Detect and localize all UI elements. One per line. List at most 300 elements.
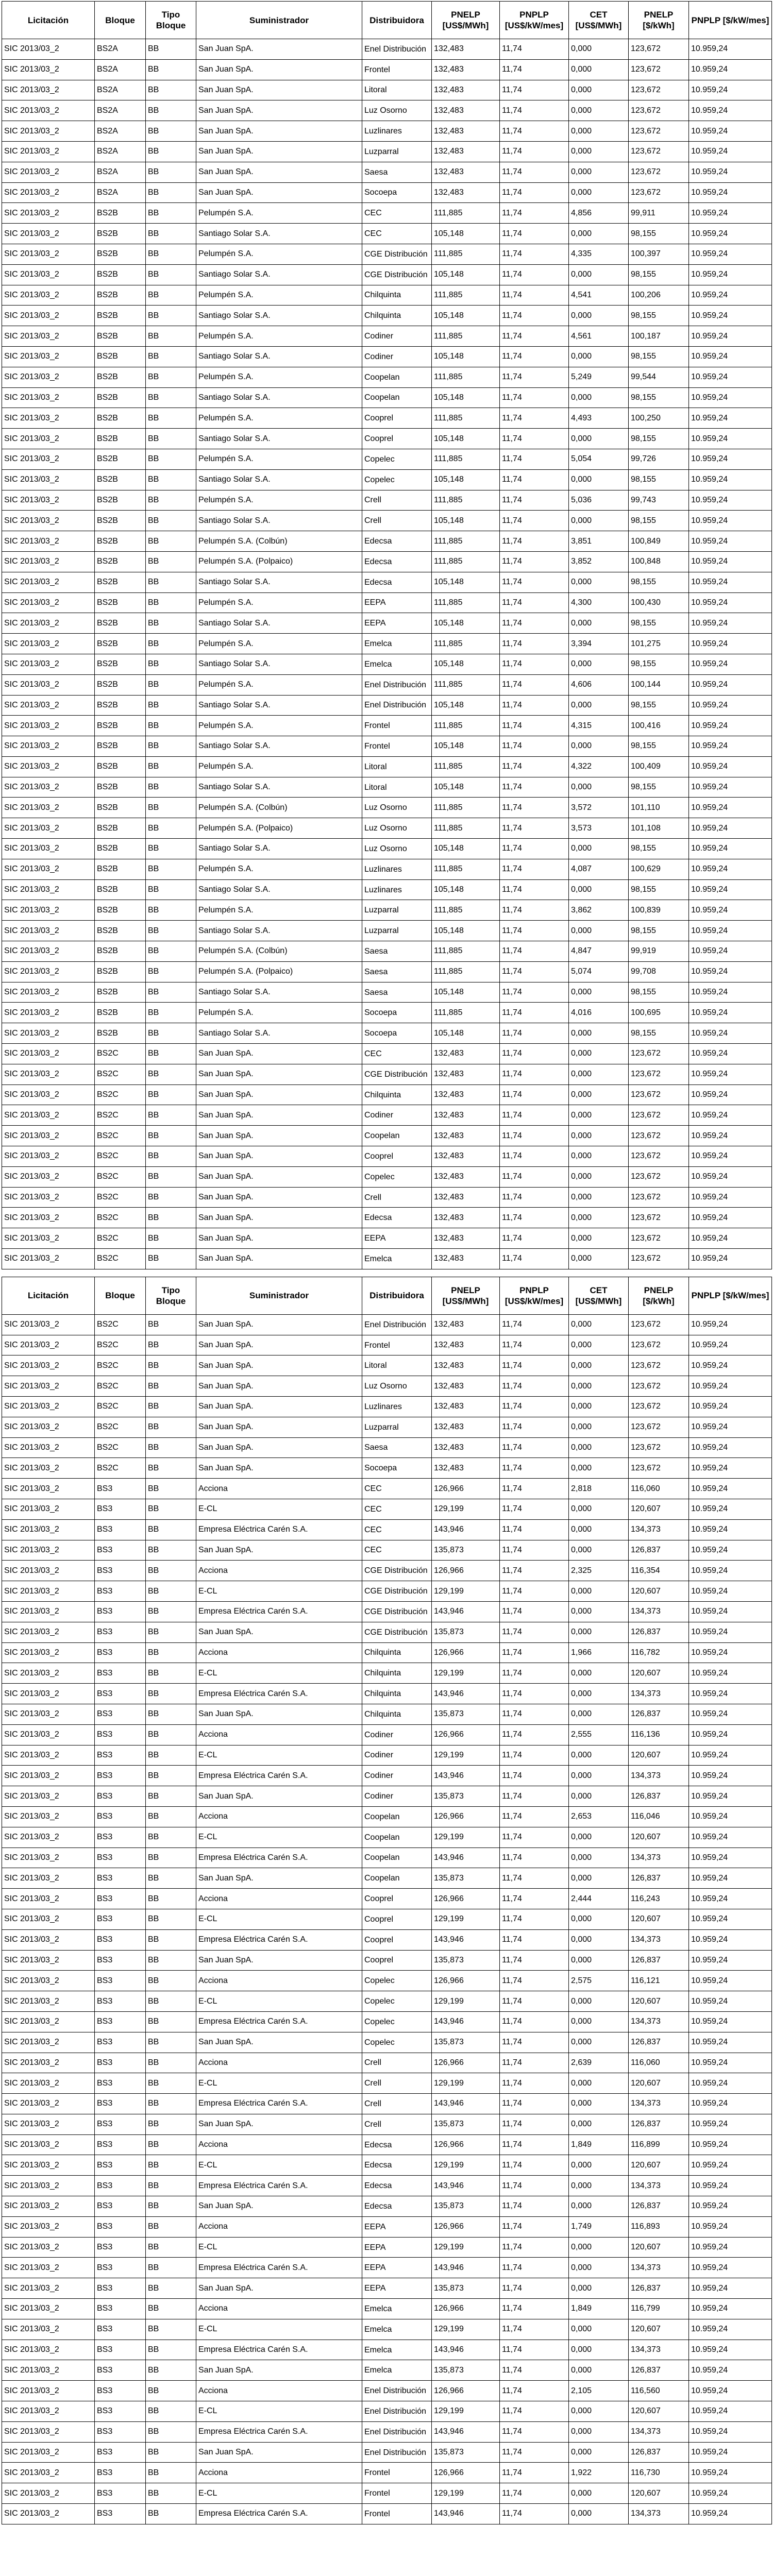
cell-pnplp-clp: 10.959,24 xyxy=(689,285,772,306)
cell-cet: 0,000 xyxy=(569,1208,629,1228)
cell-pnelp-usd: 105,148 xyxy=(432,777,500,798)
cell-distribuidora: Luz Osorno xyxy=(362,100,432,121)
cell-pnplp-clp: 10.959,24 xyxy=(689,100,772,121)
cell-distribuidora: Enel Distribución xyxy=(362,2401,432,2422)
cell-pnplp-usd: 11,74 xyxy=(500,1458,569,1479)
cell-bloque: BS3 xyxy=(95,1704,146,1724)
cell-bloque: BS3 xyxy=(95,1806,146,1827)
cell-pnelp-usd: 132,483 xyxy=(432,1397,500,1417)
cell-distribuidora: Coopelan xyxy=(362,387,432,408)
cell-distribuidora: Copelec xyxy=(362,1166,432,1187)
cell-bloque: BS2B xyxy=(95,551,146,572)
cell-suministrador: San Juan SpA. xyxy=(196,1786,362,1807)
cell-distribuidora: CEC xyxy=(362,1499,432,1519)
cell-bloque: BS3 xyxy=(95,1684,146,1704)
cell-licitacion: SIC 2013/03_2 xyxy=(2,1376,95,1397)
cell-pnplp-usd: 11,74 xyxy=(500,1249,569,1269)
cell-pnplp-clp: 10.959,24 xyxy=(689,80,772,100)
cell-pnelp-usd: 129,199 xyxy=(432,1827,500,1848)
cell-cet: 0,000 xyxy=(569,613,629,634)
cell-licitacion: SIC 2013/03_2 xyxy=(2,777,95,798)
cell-licitacion: SIC 2013/03_2 xyxy=(2,2114,95,2134)
cell-bloque: BS2C xyxy=(95,1166,146,1187)
cell-distribuidora: Emelca xyxy=(362,634,432,654)
cell-tipo-bloque: BB xyxy=(146,900,196,921)
cell-pnplp-clp: 10.959,24 xyxy=(689,839,772,859)
cell-licitacion: SIC 2013/03_2 xyxy=(2,756,95,777)
cell-distribuidora: Saesa xyxy=(362,982,432,1003)
cell-bloque: BS2B xyxy=(95,429,146,449)
cell-tipo-bloque: BB xyxy=(146,818,196,839)
cell-pnplp-usd: 11,74 xyxy=(500,634,569,654)
cell-bloque: BS2B xyxy=(95,244,146,264)
cell-pnelp-usd: 132,483 xyxy=(432,1249,500,1269)
cell-pnelp-clp: 120,607 xyxy=(629,2483,689,2504)
table-row xyxy=(2,900,772,921)
cell-licitacion: SIC 2013/03_2 xyxy=(2,1166,95,1187)
cell-cet: 0,000 xyxy=(569,982,629,1003)
cell-distribuidora: Saesa xyxy=(362,1437,432,1458)
table-row xyxy=(2,1397,772,1417)
cell-pnplp-usd: 11,74 xyxy=(500,1724,569,1745)
cell-distribuidora: CGE Distribución xyxy=(362,1064,432,1084)
cell-suministrador: Empresa Eléctrica Carén S.A. xyxy=(196,1684,362,1704)
cell-bloque: BS3 xyxy=(95,2196,146,2217)
cell-pnelp-clp: 120,607 xyxy=(629,1745,689,1766)
cell-bloque: BS3 xyxy=(95,1561,146,1581)
cell-licitacion: SIC 2013/03_2 xyxy=(2,1684,95,1704)
cell-distribuidora: Emelca xyxy=(362,2319,432,2340)
cell-pnplp-clp: 10.959,24 xyxy=(689,1786,772,1807)
cell-licitacion: SIC 2013/03_2 xyxy=(2,1848,95,1868)
cell-pnplp-clp: 10.959,24 xyxy=(689,387,772,408)
table-row xyxy=(2,1971,772,1991)
cell-bloque: BS2C xyxy=(95,1126,146,1146)
cell-pnelp-usd: 132,483 xyxy=(432,1335,500,1355)
cell-tipo-bloque: BB xyxy=(146,2360,196,2381)
cell-suministrador: Santiago Solar S.A. xyxy=(196,264,362,285)
cell-tipo-bloque: BB xyxy=(146,961,196,982)
table-row xyxy=(2,121,772,142)
cell-pnelp-usd: 143,946 xyxy=(432,2011,500,2032)
cell-cet: 0,000 xyxy=(569,1064,629,1084)
table-row xyxy=(2,798,772,818)
cell-bloque: BS2B xyxy=(95,634,146,654)
cell-cet: 2,818 xyxy=(569,1479,629,1499)
table-row xyxy=(2,1023,772,1044)
cell-cet: 0,000 xyxy=(569,1601,629,1622)
cell-tipo-bloque: BB xyxy=(146,1601,196,1622)
cell-licitacion: SIC 2013/03_2 xyxy=(2,306,95,326)
cell-pnelp-clp: 98,155 xyxy=(629,654,689,674)
cell-pnelp-clp: 123,672 xyxy=(629,1105,689,1126)
cell-licitacion: SIC 2013/03_2 xyxy=(2,1766,95,1786)
cell-pnplp-clp: 10.959,24 xyxy=(689,2114,772,2134)
cell-distribuidora: Litoral xyxy=(362,756,432,777)
cell-licitacion: SIC 2013/03_2 xyxy=(2,1064,95,1084)
cell-distribuidora: Copelec xyxy=(362,469,432,490)
cell-pnelp-clp: 116,243 xyxy=(629,1889,689,1909)
cell-cet: 0,000 xyxy=(569,2073,629,2094)
cell-pnplp-clp: 10.959,24 xyxy=(689,961,772,982)
cell-pnelp-clp: 134,373 xyxy=(629,2421,689,2442)
cell-distribuidora: Crell xyxy=(362,511,432,531)
cell-tipo-bloque: BB xyxy=(146,1663,196,1684)
cell-distribuidora: Coopelan xyxy=(362,1806,432,1827)
cell-pnelp-usd: 105,148 xyxy=(432,654,500,674)
cell-pnelp-usd: 132,483 xyxy=(432,1084,500,1105)
cell-tipo-bloque: BB xyxy=(146,2216,196,2237)
cell-distribuidora: Copelec xyxy=(362,449,432,469)
cell-suministrador: Acciona xyxy=(196,1889,362,1909)
cell-distribuidora: Socoepa xyxy=(362,1003,432,1023)
table-row xyxy=(2,1848,772,1868)
cell-suministrador: San Juan SpA. xyxy=(196,1458,362,1479)
cell-cet: 3,862 xyxy=(569,900,629,921)
header-pnelp-clp: PNELP [$/kWh] xyxy=(629,2,689,39)
cell-suministrador: San Juan SpA. xyxy=(196,1622,362,1642)
cell-suministrador: San Juan SpA. xyxy=(196,1249,362,1269)
cell-suministrador: Empresa Eléctrica Carén S.A. xyxy=(196,2176,362,2196)
cell-bloque: BS2A xyxy=(95,39,146,60)
cell-bloque: BS2B xyxy=(95,572,146,592)
cell-pnplp-usd: 11,74 xyxy=(500,1806,569,1827)
cell-suministrador: Pelumpén S.A. xyxy=(196,900,362,921)
cell-licitacion: SIC 2013/03_2 xyxy=(2,244,95,264)
cell-distribuidora: CEC xyxy=(362,1519,432,1540)
cell-distribuidora: Luz Osorno xyxy=(362,839,432,859)
cell-pnelp-clp: 126,837 xyxy=(629,1950,689,1971)
cell-pnelp-usd: 132,483 xyxy=(432,1417,500,1437)
cell-cet: 0,000 xyxy=(569,346,629,367)
cell-pnelp-usd: 105,148 xyxy=(432,736,500,757)
cell-tipo-bloque: BB xyxy=(146,1519,196,1540)
cell-pnplp-clp: 10.959,24 xyxy=(689,2134,772,2155)
cell-pnelp-clp: 99,919 xyxy=(629,941,689,962)
cell-bloque: BS2C xyxy=(95,1376,146,1397)
cell-tipo-bloque: BB xyxy=(146,777,196,798)
cell-suministrador: Acciona xyxy=(196,1479,362,1499)
cell-pnplp-usd: 11,74 xyxy=(500,469,569,490)
cell-pnelp-usd: 105,148 xyxy=(432,695,500,716)
cell-tipo-bloque: BB xyxy=(146,2421,196,2442)
cell-pnelp-usd: 135,873 xyxy=(432,2196,500,2217)
cell-licitacion: SIC 2013/03_2 xyxy=(2,1084,95,1105)
cell-suministrador: Santiago Solar S.A. xyxy=(196,654,362,674)
cell-licitacion: SIC 2013/03_2 xyxy=(2,1889,95,1909)
cell-pnelp-usd: 132,483 xyxy=(432,1126,500,1146)
table-row xyxy=(2,1642,772,1663)
cell-cet: 0,000 xyxy=(569,429,629,449)
cell-pnelp-clp: 98,155 xyxy=(629,429,689,449)
cell-cet: 0,000 xyxy=(569,2114,629,2134)
cell-pnplp-usd: 11,74 xyxy=(500,1786,569,1807)
cell-tipo-bloque: BB xyxy=(146,2114,196,2134)
cell-suministrador: Acciona xyxy=(196,1971,362,1991)
cell-tipo-bloque: BB xyxy=(146,141,196,162)
cell-pnelp-clp: 123,672 xyxy=(629,1376,689,1397)
cell-pnplp-clp: 10.959,24 xyxy=(689,879,772,900)
cell-licitacion: SIC 2013/03_2 xyxy=(2,1704,95,1724)
cell-pnplp-clp: 10.959,24 xyxy=(689,572,772,592)
cell-pnplp-usd: 11,74 xyxy=(500,1581,569,1602)
table-row xyxy=(2,2011,772,2032)
cell-pnelp-clp: 120,607 xyxy=(629,2155,689,2176)
cell-bloque: BS3 xyxy=(95,1601,146,1622)
cell-bloque: BS2B xyxy=(95,941,146,962)
table-row xyxy=(2,1146,772,1167)
cell-cet: 0,000 xyxy=(569,1827,629,1848)
cell-bloque: BS2C xyxy=(95,1105,146,1126)
cell-pnplp-clp: 10.959,24 xyxy=(689,818,772,839)
cell-pnplp-usd: 11,74 xyxy=(500,1601,569,1622)
cell-pnplp-usd: 11,74 xyxy=(500,203,569,224)
cell-pnplp-usd: 11,74 xyxy=(500,2463,569,2483)
table-row xyxy=(2,182,772,203)
cell-distribuidora: Emelca xyxy=(362,1249,432,1269)
cell-pnelp-usd: 105,148 xyxy=(432,613,500,634)
cell-pnplp-clp: 10.959,24 xyxy=(689,1166,772,1187)
cell-tipo-bloque: BB xyxy=(146,511,196,531)
cell-pnelp-usd: 126,966 xyxy=(432,2216,500,2237)
cell-distribuidora: CGE Distribución xyxy=(362,1561,432,1581)
table-row xyxy=(2,674,772,695)
cell-bloque: BS2B xyxy=(95,346,146,367)
cell-distribuidora: EEPA xyxy=(362,2237,432,2258)
cell-pnelp-usd: 111,885 xyxy=(432,244,500,264)
header-cet: CET [US$/MWh] xyxy=(569,2,629,39)
cell-suministrador: Pelumpén S.A. (Polpaico) xyxy=(196,961,362,982)
table-row xyxy=(2,1724,772,1745)
table-row xyxy=(2,80,772,100)
cell-suministrador: Santiago Solar S.A. xyxy=(196,695,362,716)
cell-pnplp-usd: 11,74 xyxy=(500,2073,569,2094)
cell-tipo-bloque: BB xyxy=(146,1991,196,2012)
header-cet: CET [US$/MWh] xyxy=(569,1277,629,1314)
table-row xyxy=(2,695,772,716)
cell-pnplp-clp: 10.959,24 xyxy=(689,982,772,1003)
cell-pnelp-usd: 105,148 xyxy=(432,982,500,1003)
cell-bloque: BS2C xyxy=(95,1314,146,1335)
header-bloque: Bloque xyxy=(95,2,146,39)
cell-bloque: BS3 xyxy=(95,2340,146,2360)
table-row xyxy=(2,59,772,80)
cell-bloque: BS3 xyxy=(95,1971,146,1991)
cell-cet: 4,856 xyxy=(569,203,629,224)
cell-pnplp-usd: 11,74 xyxy=(500,1437,569,1458)
cell-tipo-bloque: BB xyxy=(146,1397,196,1417)
cell-suministrador: San Juan SpA. xyxy=(196,1355,362,1376)
cell-pnelp-usd: 126,966 xyxy=(432,1806,500,1827)
cell-pnelp-clp: 100,416 xyxy=(629,716,689,736)
table-row xyxy=(2,2360,772,2381)
table-row xyxy=(2,2073,772,2094)
cell-pnplp-clp: 10.959,24 xyxy=(689,531,772,552)
cell-pnelp-clp: 98,155 xyxy=(629,777,689,798)
cell-suministrador: San Juan SpA. xyxy=(196,1064,362,1084)
table-row xyxy=(2,2216,772,2237)
cell-pnplp-usd: 11,74 xyxy=(500,531,569,552)
cell-cet: 4,315 xyxy=(569,716,629,736)
cell-bloque: BS2B xyxy=(95,531,146,552)
cell-suministrador: Acciona xyxy=(196,2299,362,2319)
cell-licitacion: SIC 2013/03_2 xyxy=(2,2032,95,2053)
cell-suministrador: Santiago Solar S.A. xyxy=(196,777,362,798)
cell-pnelp-clp: 123,672 xyxy=(629,1084,689,1105)
cell-distribuidora: EEPA xyxy=(362,1228,432,1249)
header-pnelp-usd: PNELP [US$/MWh] xyxy=(432,2,500,39)
cell-pnelp-clp: 120,607 xyxy=(629,1991,689,2012)
cell-licitacion: SIC 2013/03_2 xyxy=(2,1417,95,1437)
cell-suministrador: Empresa Eléctrica Carén S.A. xyxy=(196,1848,362,1868)
cell-cet: 0,000 xyxy=(569,2360,629,2381)
cell-suministrador: E-CL xyxy=(196,2483,362,2504)
cell-pnelp-clp: 134,373 xyxy=(629,1929,689,1950)
table-row xyxy=(2,2176,772,2196)
table-row xyxy=(2,592,772,613)
cell-licitacion: SIC 2013/03_2 xyxy=(2,2053,95,2073)
cell-suministrador: San Juan SpA. xyxy=(196,182,362,203)
cell-bloque: BS2A xyxy=(95,162,146,182)
cell-pnelp-usd: 129,199 xyxy=(432,1581,500,1602)
cell-pnelp-usd: 143,946 xyxy=(432,1601,500,1622)
cell-pnplp-clp: 10.959,24 xyxy=(689,2401,772,2422)
cell-licitacion: SIC 2013/03_2 xyxy=(2,449,95,469)
cell-tipo-bloque: BB xyxy=(146,2340,196,2360)
cell-pnelp-clp: 101,275 xyxy=(629,634,689,654)
cell-licitacion: SIC 2013/03_2 xyxy=(2,121,95,142)
cell-pnelp-usd: 126,966 xyxy=(432,2053,500,2073)
cell-bloque: BS2C xyxy=(95,1417,146,1437)
cell-bloque: BS2B xyxy=(95,695,146,716)
cell-bloque: BS3 xyxy=(95,2421,146,2442)
cell-cet: 2,105 xyxy=(569,2381,629,2401)
cell-cet: 5,054 xyxy=(569,449,629,469)
cell-pnelp-usd: 129,199 xyxy=(432,1991,500,2012)
table-row xyxy=(2,818,772,839)
cell-pnelp-clp: 100,206 xyxy=(629,285,689,306)
cell-licitacion: SIC 2013/03_2 xyxy=(2,59,95,80)
table-row xyxy=(2,346,772,367)
cell-pnelp-clp: 98,155 xyxy=(629,469,689,490)
cell-licitacion: SIC 2013/03_2 xyxy=(2,572,95,592)
cell-pnelp-usd: 111,885 xyxy=(432,203,500,224)
cell-pnplp-usd: 11,74 xyxy=(500,1663,569,1684)
cell-pnplp-usd: 11,74 xyxy=(500,2442,569,2463)
cell-licitacion: SIC 2013/03_2 xyxy=(2,941,95,962)
cell-bloque: BS3 xyxy=(95,2155,146,2176)
table-row xyxy=(2,469,772,490)
cell-tipo-bloque: BB xyxy=(146,1950,196,1971)
cell-tipo-bloque: BB xyxy=(146,1105,196,1126)
table-row xyxy=(2,2319,772,2340)
cell-distribuidora: Crell xyxy=(362,2053,432,2073)
cell-distribuidora: Copelec xyxy=(362,2032,432,2053)
cell-pnplp-clp: 10.959,24 xyxy=(689,1437,772,1458)
cell-tipo-bloque: BB xyxy=(146,162,196,182)
cell-pnelp-clp: 123,672 xyxy=(629,1355,689,1376)
table-row xyxy=(2,551,772,572)
cell-cet: 0,000 xyxy=(569,59,629,80)
table-row xyxy=(2,2114,772,2134)
cell-pnelp-usd: 135,873 xyxy=(432,2442,500,2463)
cell-licitacion: SIC 2013/03_2 xyxy=(2,654,95,674)
cell-suministrador: E-CL xyxy=(196,1827,362,1848)
cell-pnelp-clp: 123,672 xyxy=(629,121,689,142)
cell-licitacion: SIC 2013/03_2 xyxy=(2,1499,95,1519)
cell-licitacion: SIC 2013/03_2 xyxy=(2,1971,95,1991)
cell-tipo-bloque: BB xyxy=(146,695,196,716)
cell-pnelp-usd: 143,946 xyxy=(432,1848,500,1868)
cell-pnelp-usd: 132,483 xyxy=(432,141,500,162)
cell-pnelp-usd: 132,483 xyxy=(432,59,500,80)
cell-pnplp-usd: 11,74 xyxy=(500,1064,569,1084)
cell-cet: 0,000 xyxy=(569,2011,629,2032)
cell-pnelp-usd: 132,483 xyxy=(432,100,500,121)
cell-tipo-bloque: BB xyxy=(146,736,196,757)
cell-pnelp-clp: 126,837 xyxy=(629,2360,689,2381)
table-body-2 xyxy=(2,1314,772,2524)
cell-pnplp-clp: 10.959,24 xyxy=(689,1724,772,1745)
cell-tipo-bloque: BB xyxy=(146,634,196,654)
cell-pnplp-usd: 11,74 xyxy=(500,1084,569,1105)
cell-licitacion: SIC 2013/03_2 xyxy=(2,1003,95,1023)
cell-tipo-bloque: BB xyxy=(146,1228,196,1249)
cell-distribuidora: Luzlinares xyxy=(362,121,432,142)
table-row xyxy=(2,613,772,634)
cell-pnelp-usd: 126,966 xyxy=(432,1642,500,1663)
cell-distribuidora: Luz Osorno xyxy=(362,798,432,818)
table-row xyxy=(2,203,772,224)
table-row xyxy=(2,1187,772,1208)
cell-distribuidora: Coopelan xyxy=(362,1848,432,1868)
table-row xyxy=(2,982,772,1003)
cell-pnplp-clp: 10.959,24 xyxy=(689,2053,772,2073)
table-row xyxy=(2,1084,772,1105)
cell-pnplp-usd: 11,74 xyxy=(500,1766,569,1786)
cell-bloque: BS2A xyxy=(95,100,146,121)
cell-suministrador: Santiago Solar S.A. xyxy=(196,306,362,326)
cell-licitacion: SIC 2013/03_2 xyxy=(2,1187,95,1208)
cell-pnplp-clp: 10.959,24 xyxy=(689,674,772,695)
cell-suministrador: Santiago Solar S.A. xyxy=(196,511,362,531)
cell-pnelp-clp: 98,155 xyxy=(629,572,689,592)
table-row xyxy=(2,306,772,326)
cell-tipo-bloque: BB xyxy=(146,2032,196,2053)
cell-distribuidora: Codiner xyxy=(362,326,432,347)
header-distribuidora: Distribuidora xyxy=(362,2,432,39)
cell-distribuidora: Saesa xyxy=(362,941,432,962)
cell-tipo-bloque: BB xyxy=(146,592,196,613)
cell-suministrador: Pelumpén S.A. xyxy=(196,490,362,511)
cell-pnplp-clp: 10.959,24 xyxy=(689,695,772,716)
table-row xyxy=(2,2340,772,2360)
table-row xyxy=(2,1458,772,1479)
table-row xyxy=(2,2442,772,2463)
cell-licitacion: SIC 2013/03_2 xyxy=(2,2299,95,2319)
cell-pnelp-clp: 116,730 xyxy=(629,2463,689,2483)
cell-licitacion: SIC 2013/03_2 xyxy=(2,2155,95,2176)
cell-pnplp-usd: 11,74 xyxy=(500,2216,569,2237)
table-row xyxy=(2,449,772,469)
cell-distribuidora: CEC xyxy=(362,203,432,224)
cell-pnelp-clp: 98,155 xyxy=(629,511,689,531)
cell-licitacion: SIC 2013/03_2 xyxy=(2,961,95,982)
cell-cet: 0,000 xyxy=(569,1355,629,1376)
cell-pnelp-usd: 111,885 xyxy=(432,634,500,654)
cell-distribuidora: Crell xyxy=(362,490,432,511)
table-row xyxy=(2,1786,772,1807)
